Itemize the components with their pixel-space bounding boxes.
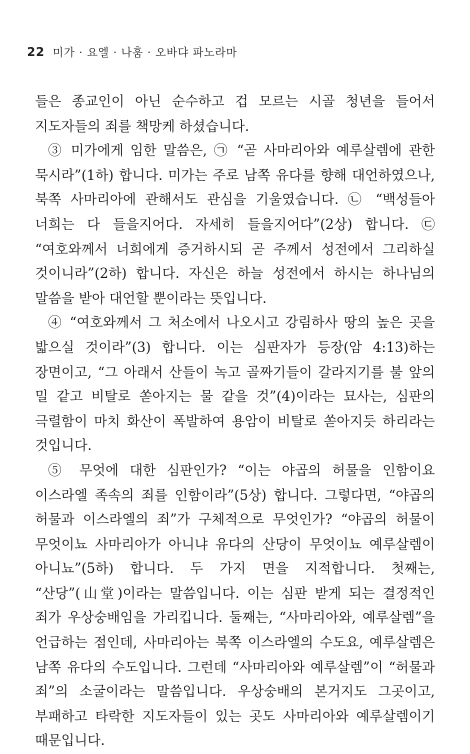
page-number: 22 <box>27 45 45 59</box>
running-title: 미가 · 요엘 · 나훔 · 오바댜 파노라마 <box>52 46 238 59</box>
running-head <box>27 44 237 60</box>
paragraph-point-4: ④ “여호와께서 그 처소에서 나오시고 강림하사 땅의 높은 곳을 밟으실 것이라”(3) 합니다. 이는 심판자가 등장(암 4:13)하는 장면이고, “그 아래서 산들이 녹고 골짜기들이 갈라지기를 불 앞의 밀 같고 비탈로 쏟아지는 물 같을 것”(4)이라는 묘사는, 심판의 극렬함이 마치 화산이 폭발하여 용암이 비탈로 쏟아지듯 하리라는 것입니다. <box>35 315 435 455</box>
paragraph-point-5: ⑤ 무엇에 대한 심판인가? “이는 야곱의 허물을 인함이요 이스라엘 족속의 죄를 인함이라”(5상) 합니다. 그렇다면, “야곱의 허물과 이스라엘의 죄”가 구체적으로 무엇인가? “야곱의 허물이 무엇이뇨 사마리아가 아니냐 유다의 산당이 무엇이뇨 예루살렘이 아니뇨”(5하) 합니다. 두 가지 면을 지적합니다. 첫째는, “산당”(山堂)이라는 말씀입니다. 이는 심판 받게 되는 결정적인 죄가 우상숭배임을 가리킵니다. 둘째는, “사마리아와, 예루살렘”을 언급하는 점인데, 사마리아는 북쪽 이스라엘의 수도요, 예루살렘은 남쪽 유다의 수도입니다. 그런데 “사마리아와 예루살렘”이 “허물과 죄”의 소굴이라는 말씀입니다. 우상숭배의 본거지도 그곳이고, 부패하고 타락한 지도자들이 있는 곳도 사마리아와 예루살렘이기 때문입니다. <box>35 462 435 750</box>
body-text <box>35 90 435 754</box>
paragraph-continuation: 들은 종교인이 아닌 순수하고 겁 모르는 시골 청년을 들어서 지도자들의 죄를 책망케 하셨습니다. <box>35 94 435 135</box>
paragraph-point-3: ③ 미가에게 임한 말씀은, ㉠ “곧 사마리아와 예루살렘에 관한 묵시라”(1하) 합니다. 미가는 주로 남쪽 유다를 향해 대언하였으나, 북쪽 사마리아에 관해서도 관심을 기울였습니다. ㉡ “백성들아 너희는 다 들을지어다. 자세히 들을지어다”(2상) 합니다. ㉢ “여호와께서 너희에게 증거하시되 곧 주께서 성전에서 그리하실 것이니라”(2하) 합니다. 자신은 하늘 성전에서 하시는 하나님의 말씀을 받아 대언할 뿐이라는 뜻입니다. <box>35 143 435 307</box>
